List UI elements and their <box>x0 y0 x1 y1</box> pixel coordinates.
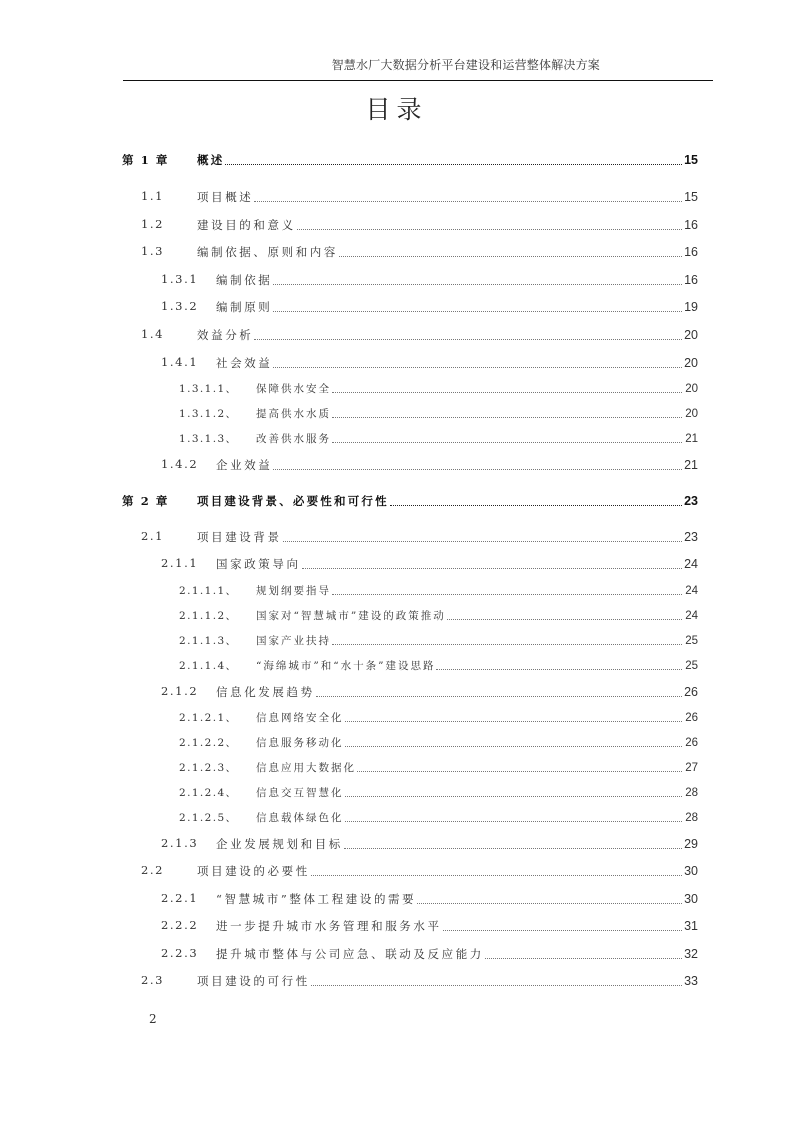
toc-entry-number: 2.1.1.2、 <box>179 610 238 622</box>
toc-entry-title[interactable]: 信息网络安全化 <box>256 712 344 724</box>
toc-entry-number: 2.2.1 <box>161 891 199 905</box>
toc-entry-title[interactable]: 项目建设背景 <box>197 530 282 544</box>
toc-entry-title[interactable]: 项目建设背景、必要性和可行性 <box>197 494 389 508</box>
toc-entry[interactable] <box>0 684 793 700</box>
toc-entry-number: 2.1 <box>141 529 165 543</box>
dot-leader <box>332 416 682 418</box>
toc-entry-number: 2.1.2.4、 <box>179 787 238 799</box>
toc-entry-page-number[interactable]: 33 <box>684 974 698 988</box>
toc-entry-number: 2.1.1.1、 <box>179 585 238 597</box>
toc-chapter-entry[interactable] <box>0 152 793 168</box>
toc-entry-page-number[interactable]: 29 <box>684 837 698 851</box>
toc-entry[interactable] <box>0 710 793 726</box>
toc-entry[interactable] <box>0 785 793 801</box>
dot-leader <box>283 540 682 542</box>
toc-entry[interactable] <box>0 608 793 624</box>
dot-leader <box>436 668 682 670</box>
dot-leader <box>443 929 682 931</box>
toc-entry-number: 2.1.1.4、 <box>179 660 238 672</box>
toc-entry-title[interactable]: 编制依据 <box>216 273 273 287</box>
toc-entry-page-number[interactable]: 20 <box>685 383 698 395</box>
dot-leader <box>485 957 682 959</box>
toc-entry-number: 2.1.2 <box>161 684 199 698</box>
dot-leader <box>273 310 682 312</box>
toc-entry-page-number[interactable]: 30 <box>684 864 698 878</box>
toc-entry-number: 2.1.2.3、 <box>179 762 238 774</box>
dot-leader <box>273 283 682 285</box>
dot-leader <box>225 163 682 165</box>
page-number: 2 <box>149 1012 157 1026</box>
toc-entry[interactable] <box>0 299 793 315</box>
toc-entry-page-number[interactable]: 15 <box>684 153 698 167</box>
toc-entry-title[interactable]: 建设目的和意义 <box>197 218 296 232</box>
toc-entry[interactable] <box>0 810 793 826</box>
toc-entry-number: 1.3.2 <box>161 299 199 313</box>
toc-entry[interactable] <box>0 891 793 907</box>
dot-leader <box>345 795 683 797</box>
running-header-title: 智慧水厂大数据分析平台建设和运营整体解决方案 <box>331 58 600 72</box>
dot-leader <box>273 468 682 470</box>
dot-leader <box>390 504 682 506</box>
toc-entry[interactable] <box>0 272 793 288</box>
toc-entry-title[interactable]: 提高供水水质 <box>256 408 331 420</box>
toc-entry[interactable] <box>0 918 793 934</box>
toc-title: 目录 <box>365 95 428 124</box>
toc-entry-number: 2.1.1 <box>161 556 199 570</box>
toc-entry-page-number[interactable]: 24 <box>684 557 698 571</box>
toc-entry-title[interactable]: 编制原则 <box>216 300 273 314</box>
toc-entry[interactable] <box>0 529 793 545</box>
toc-entry-number: 2.1.2.5、 <box>179 812 238 824</box>
toc-entry-page-number[interactable]: 20 <box>684 328 698 342</box>
toc-entry-title[interactable]: “智慧城市”整体工程建设的需要 <box>216 892 417 906</box>
toc-entry-number: 1.3 <box>141 244 165 258</box>
toc-entry[interactable] <box>0 583 793 599</box>
toc-entry-number: 2.2 <box>141 863 165 877</box>
toc-entry-number: 1.3.1.1、 <box>179 383 238 395</box>
toc-entry[interactable] <box>0 217 793 233</box>
dot-leader <box>311 874 682 876</box>
toc-entry-page-number[interactable]: 30 <box>684 892 698 906</box>
toc-entry-page-number[interactable]: 16 <box>684 273 698 287</box>
toc-entry-page-number[interactable]: 20 <box>684 356 698 370</box>
toc-entry-title[interactable]: 国家对“智慧城市”建设的政策推动 <box>256 610 446 622</box>
toc-entry-page-number[interactable]: 21 <box>685 433 698 445</box>
toc-entry-page-number[interactable]: 26 <box>685 712 698 724</box>
toc-entry-number: 2.3 <box>141 973 165 987</box>
dot-leader <box>273 366 682 368</box>
toc-entry[interactable] <box>0 633 793 649</box>
toc-entry-number: 第 1 章 <box>122 153 170 167</box>
toc-entry-title[interactable]: 概述 <box>197 153 225 167</box>
toc-entry-title[interactable]: 项目建设的必要性 <box>197 864 310 878</box>
toc-entry[interactable] <box>0 457 793 473</box>
toc-entry-title[interactable]: 国家政策导向 <box>216 557 301 571</box>
dot-leader <box>339 255 682 257</box>
toc-entry-title[interactable]: 效益分析 <box>197 328 254 342</box>
toc-entry-number: 2.1.3 <box>161 836 199 850</box>
toc-entry-page-number[interactable]: 16 <box>684 245 698 259</box>
toc-entry-page-number[interactable]: 16 <box>684 218 698 232</box>
toc-entry-page-number[interactable]: 15 <box>684 190 698 204</box>
dot-leader <box>332 643 682 645</box>
toc-entry-page-number[interactable]: 23 <box>684 530 698 544</box>
toc-entry-page-number[interactable]: 26 <box>685 737 698 749</box>
toc-entry-number: 1.2 <box>141 217 165 231</box>
toc-entry-title[interactable]: 规划纲要指导 <box>256 585 331 597</box>
dot-leader <box>302 567 682 569</box>
toc-entry-page-number[interactable]: 27 <box>685 762 698 774</box>
dot-leader <box>357 770 682 772</box>
toc-entry-page-number[interactable]: 20 <box>685 408 698 420</box>
toc-entry-title[interactable]: 国家产业扶持 <box>256 635 331 647</box>
toc-entry-number: 2.1.2.2、 <box>179 737 238 749</box>
toc-entry-page-number[interactable]: 25 <box>685 660 698 672</box>
toc-entry-number: 2.1.1.3、 <box>179 635 238 647</box>
dot-leader <box>344 847 682 849</box>
dot-leader <box>345 820 683 822</box>
dot-leader <box>332 441 682 443</box>
dot-leader <box>447 618 682 620</box>
toc-chapter-entry[interactable] <box>0 493 793 509</box>
toc-entry-number: 2.2.2 <box>161 918 199 932</box>
toc-entry[interactable] <box>0 760 793 776</box>
toc-entry-title[interactable]: 信息交互智慧化 <box>256 787 344 799</box>
toc-entry[interactable] <box>0 946 793 962</box>
toc-entry-page-number[interactable]: 31 <box>684 919 698 933</box>
toc-entry-number: 2.2.3 <box>161 946 199 960</box>
toc-entry[interactable] <box>0 556 793 572</box>
toc-entry-number: 2.1.2.1、 <box>179 712 238 724</box>
toc-entry-number: 1.3.1 <box>161 272 199 286</box>
dot-leader <box>311 984 682 986</box>
toc-entry-title[interactable]: 信息服务移动化 <box>256 737 344 749</box>
toc-entry[interactable] <box>0 658 793 674</box>
toc-entry-number: 1.4.1 <box>161 355 199 369</box>
toc-entry[interactable] <box>0 735 793 751</box>
toc-entry[interactable] <box>0 973 793 989</box>
dot-leader <box>254 338 682 340</box>
toc-entry[interactable] <box>0 863 793 879</box>
toc-entry-page-number[interactable]: 21 <box>684 458 698 472</box>
toc-entry-title[interactable]: 提升城市整体与公司应急、联动及反应能力 <box>216 947 484 961</box>
toc-entry[interactable] <box>0 431 793 447</box>
toc-entry-title[interactable]: 企业发展规划和目标 <box>216 837 343 851</box>
dot-leader <box>332 391 682 393</box>
header-rule <box>123 80 713 81</box>
dot-leader <box>345 745 683 747</box>
toc-entry-page-number[interactable]: 19 <box>684 300 698 314</box>
toc-entry-title[interactable]: 项目概述 <box>197 190 254 204</box>
toc-entry-title[interactable]: 进一步提升城市水务管理和服务水平 <box>216 919 442 933</box>
toc-entry-title[interactable]: 保障供水安全 <box>256 383 331 395</box>
toc-entry-number: 1.4.2 <box>161 457 199 471</box>
toc-entry-number: 1.3.1.3、 <box>179 433 238 445</box>
dot-leader <box>332 593 682 595</box>
dot-leader <box>417 902 682 904</box>
toc-entry-number: 1.4 <box>141 327 165 341</box>
toc-entry[interactable] <box>0 381 793 397</box>
toc-entry-title[interactable]: 企业效益 <box>216 458 273 472</box>
toc-entry[interactable] <box>0 244 793 260</box>
toc-entry-title[interactable]: 改善供水服务 <box>256 433 331 445</box>
toc-entry-page-number[interactable]: 24 <box>685 610 698 622</box>
toc-entry-page-number[interactable]: 26 <box>684 685 698 699</box>
toc-entry-number: 1.3.1.2、 <box>179 408 238 420</box>
toc-entry-page-number[interactable]: 32 <box>684 947 698 961</box>
toc-entry[interactable] <box>0 327 793 343</box>
toc-entry-page-number[interactable]: 23 <box>684 494 698 508</box>
dot-leader <box>297 228 682 230</box>
toc-entry[interactable] <box>0 355 793 371</box>
toc-entry-title[interactable]: 信息应用大数据化 <box>256 762 356 774</box>
toc-entry-page-number[interactable]: 28 <box>685 812 698 824</box>
toc-entry-title[interactable]: 编制依据、原则和内容 <box>197 245 338 259</box>
toc-entry-number: 第 2 章 <box>122 494 170 508</box>
dot-leader <box>345 720 683 722</box>
toc-entry-title[interactable]: 社会效益 <box>216 356 273 370</box>
dot-leader <box>254 200 682 202</box>
toc-entry[interactable] <box>0 189 793 205</box>
toc-entry-title[interactable]: 项目建设的可行性 <box>197 974 310 988</box>
toc-entry[interactable] <box>0 836 793 852</box>
toc-entry-number: 1.1 <box>141 189 165 203</box>
toc-entry-title[interactable]: 信息化发展趋势 <box>216 685 315 699</box>
toc-entry[interactable] <box>0 406 793 422</box>
toc-entry-title[interactable]: 信息载体绿色化 <box>256 812 344 824</box>
toc-entry-title[interactable]: “海绵城市”和“水十条”建设思路 <box>256 660 436 672</box>
toc-entry-page-number[interactable]: 24 <box>685 585 698 597</box>
toc-entry-page-number[interactable]: 28 <box>685 787 698 799</box>
toc-entry-page-number[interactable]: 25 <box>685 635 698 647</box>
dot-leader <box>316 695 682 697</box>
